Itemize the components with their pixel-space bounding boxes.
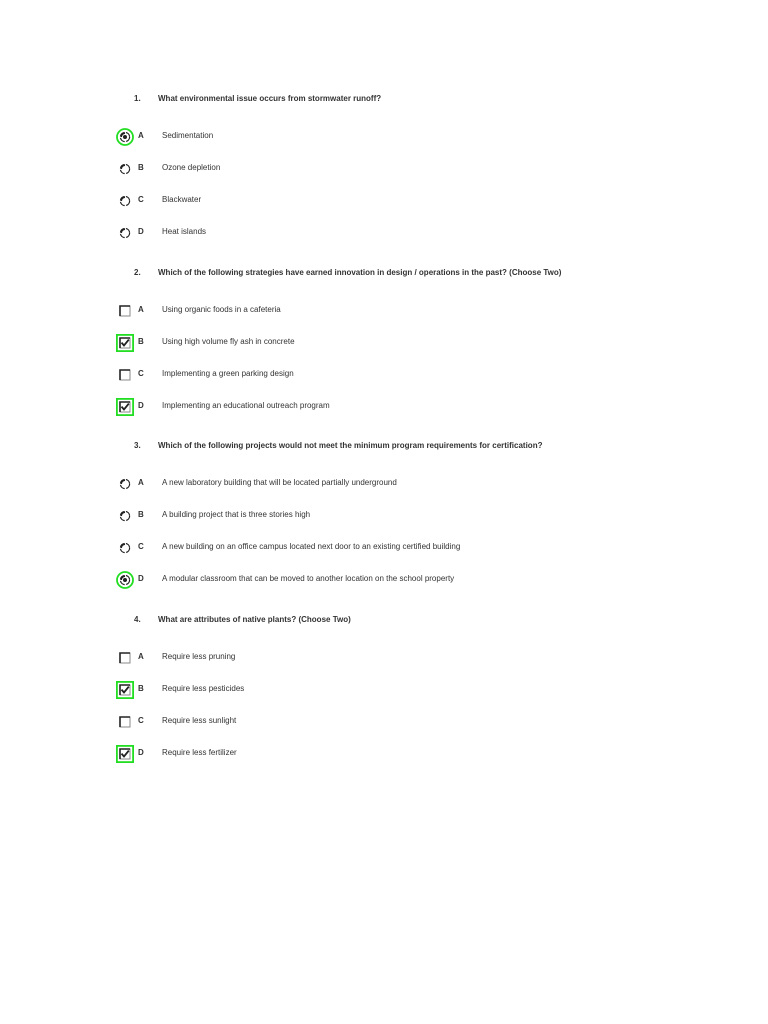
option-letter: A (138, 652, 144, 661)
radio-button[interactable] (116, 539, 134, 557)
checkbox-selected[interactable] (116, 398, 134, 416)
answer-option-c (0, 716, 768, 736)
option-text: Require less pesticides (162, 684, 245, 693)
option-letter: C (138, 542, 144, 551)
checkbox-selected[interactable] (116, 681, 134, 699)
option-text: Using organic foods in a cafeteria (162, 305, 281, 314)
option-text: A building project that is three stories high (162, 510, 311, 519)
answer-option-b (0, 163, 768, 183)
checkbox[interactable] (116, 302, 134, 320)
option-letter: D (138, 748, 144, 757)
question-text: Which of the following strategies have earned innovation in design / operations in the past? (Choose Two) (158, 268, 562, 277)
option-text: Sedimentation (162, 131, 214, 140)
answer-option-c (0, 542, 768, 562)
answer-option-c (0, 369, 768, 389)
option-letter: A (138, 478, 144, 487)
option-letter: D (138, 227, 144, 236)
answer-option-a (0, 652, 768, 672)
option-text: A new building on an office campus located next door to an existing certified building (162, 542, 461, 551)
option-letter: C (138, 716, 144, 725)
question-number: 2. (134, 268, 141, 277)
option-letter: C (138, 369, 144, 378)
option-letter: C (138, 195, 144, 204)
radio-button[interactable] (116, 192, 134, 210)
question-text: What environmental issue occurs from stormwater runoff? (158, 94, 382, 103)
radio-button-selected[interactable] (116, 571, 134, 589)
answer-option-a (0, 478, 768, 498)
option-text: Implementing an educational outreach program (162, 401, 330, 410)
answer-option-b (0, 337, 768, 357)
option-text: A new laboratory building that will be located partially underground (162, 478, 397, 487)
answer-option-c (0, 195, 768, 215)
question-text: What are attributes of native plants? (Choose Two) (158, 615, 351, 624)
option-text: Require less fertilizer (162, 748, 237, 757)
answer-option-d (0, 574, 768, 594)
question-number: 3. (134, 441, 141, 450)
option-letter: B (138, 684, 144, 693)
option-letter: D (138, 574, 144, 583)
option-text: Blackwater (162, 195, 202, 204)
option-text: Require less pruning (162, 652, 236, 661)
answer-option-b (0, 684, 768, 704)
answer-option-d (0, 748, 768, 768)
option-text: A modular classroom that can be moved to another location on the school property (162, 574, 455, 583)
option-letter: B (138, 337, 144, 346)
answer-option-a (0, 305, 768, 325)
option-letter: B (138, 163, 144, 172)
answer-option-d (0, 401, 768, 421)
radio-button[interactable] (116, 507, 134, 525)
answer-option-d (0, 227, 768, 247)
option-text: Ozone depletion (162, 163, 221, 172)
question-number: 1. (134, 94, 141, 103)
question-number: 4. (134, 615, 141, 624)
option-letter: A (138, 131, 144, 140)
option-text: Implementing a green parking design (162, 369, 294, 378)
option-letter: A (138, 305, 144, 314)
checkbox-selected[interactable] (116, 745, 134, 763)
radio-button[interactable] (116, 160, 134, 178)
radio-button-selected[interactable] (116, 128, 134, 146)
answer-option-a (0, 131, 768, 151)
checkbox[interactable] (116, 649, 134, 667)
option-letter: D (138, 401, 144, 410)
checkbox[interactable] (116, 713, 134, 731)
radio-button[interactable] (116, 475, 134, 493)
option-text: Using high volume fly ash in concrete (162, 337, 295, 346)
answer-option-b (0, 510, 768, 530)
option-text: Heat islands (162, 227, 207, 236)
checkbox-selected[interactable] (116, 334, 134, 352)
checkbox[interactable] (116, 366, 134, 384)
option-text: Require less sunlight (162, 716, 237, 725)
option-letter: B (138, 510, 144, 519)
question-text: Which of the following projects would not meet the minimum program requirements for certification? (158, 441, 543, 450)
radio-button[interactable] (116, 224, 134, 242)
